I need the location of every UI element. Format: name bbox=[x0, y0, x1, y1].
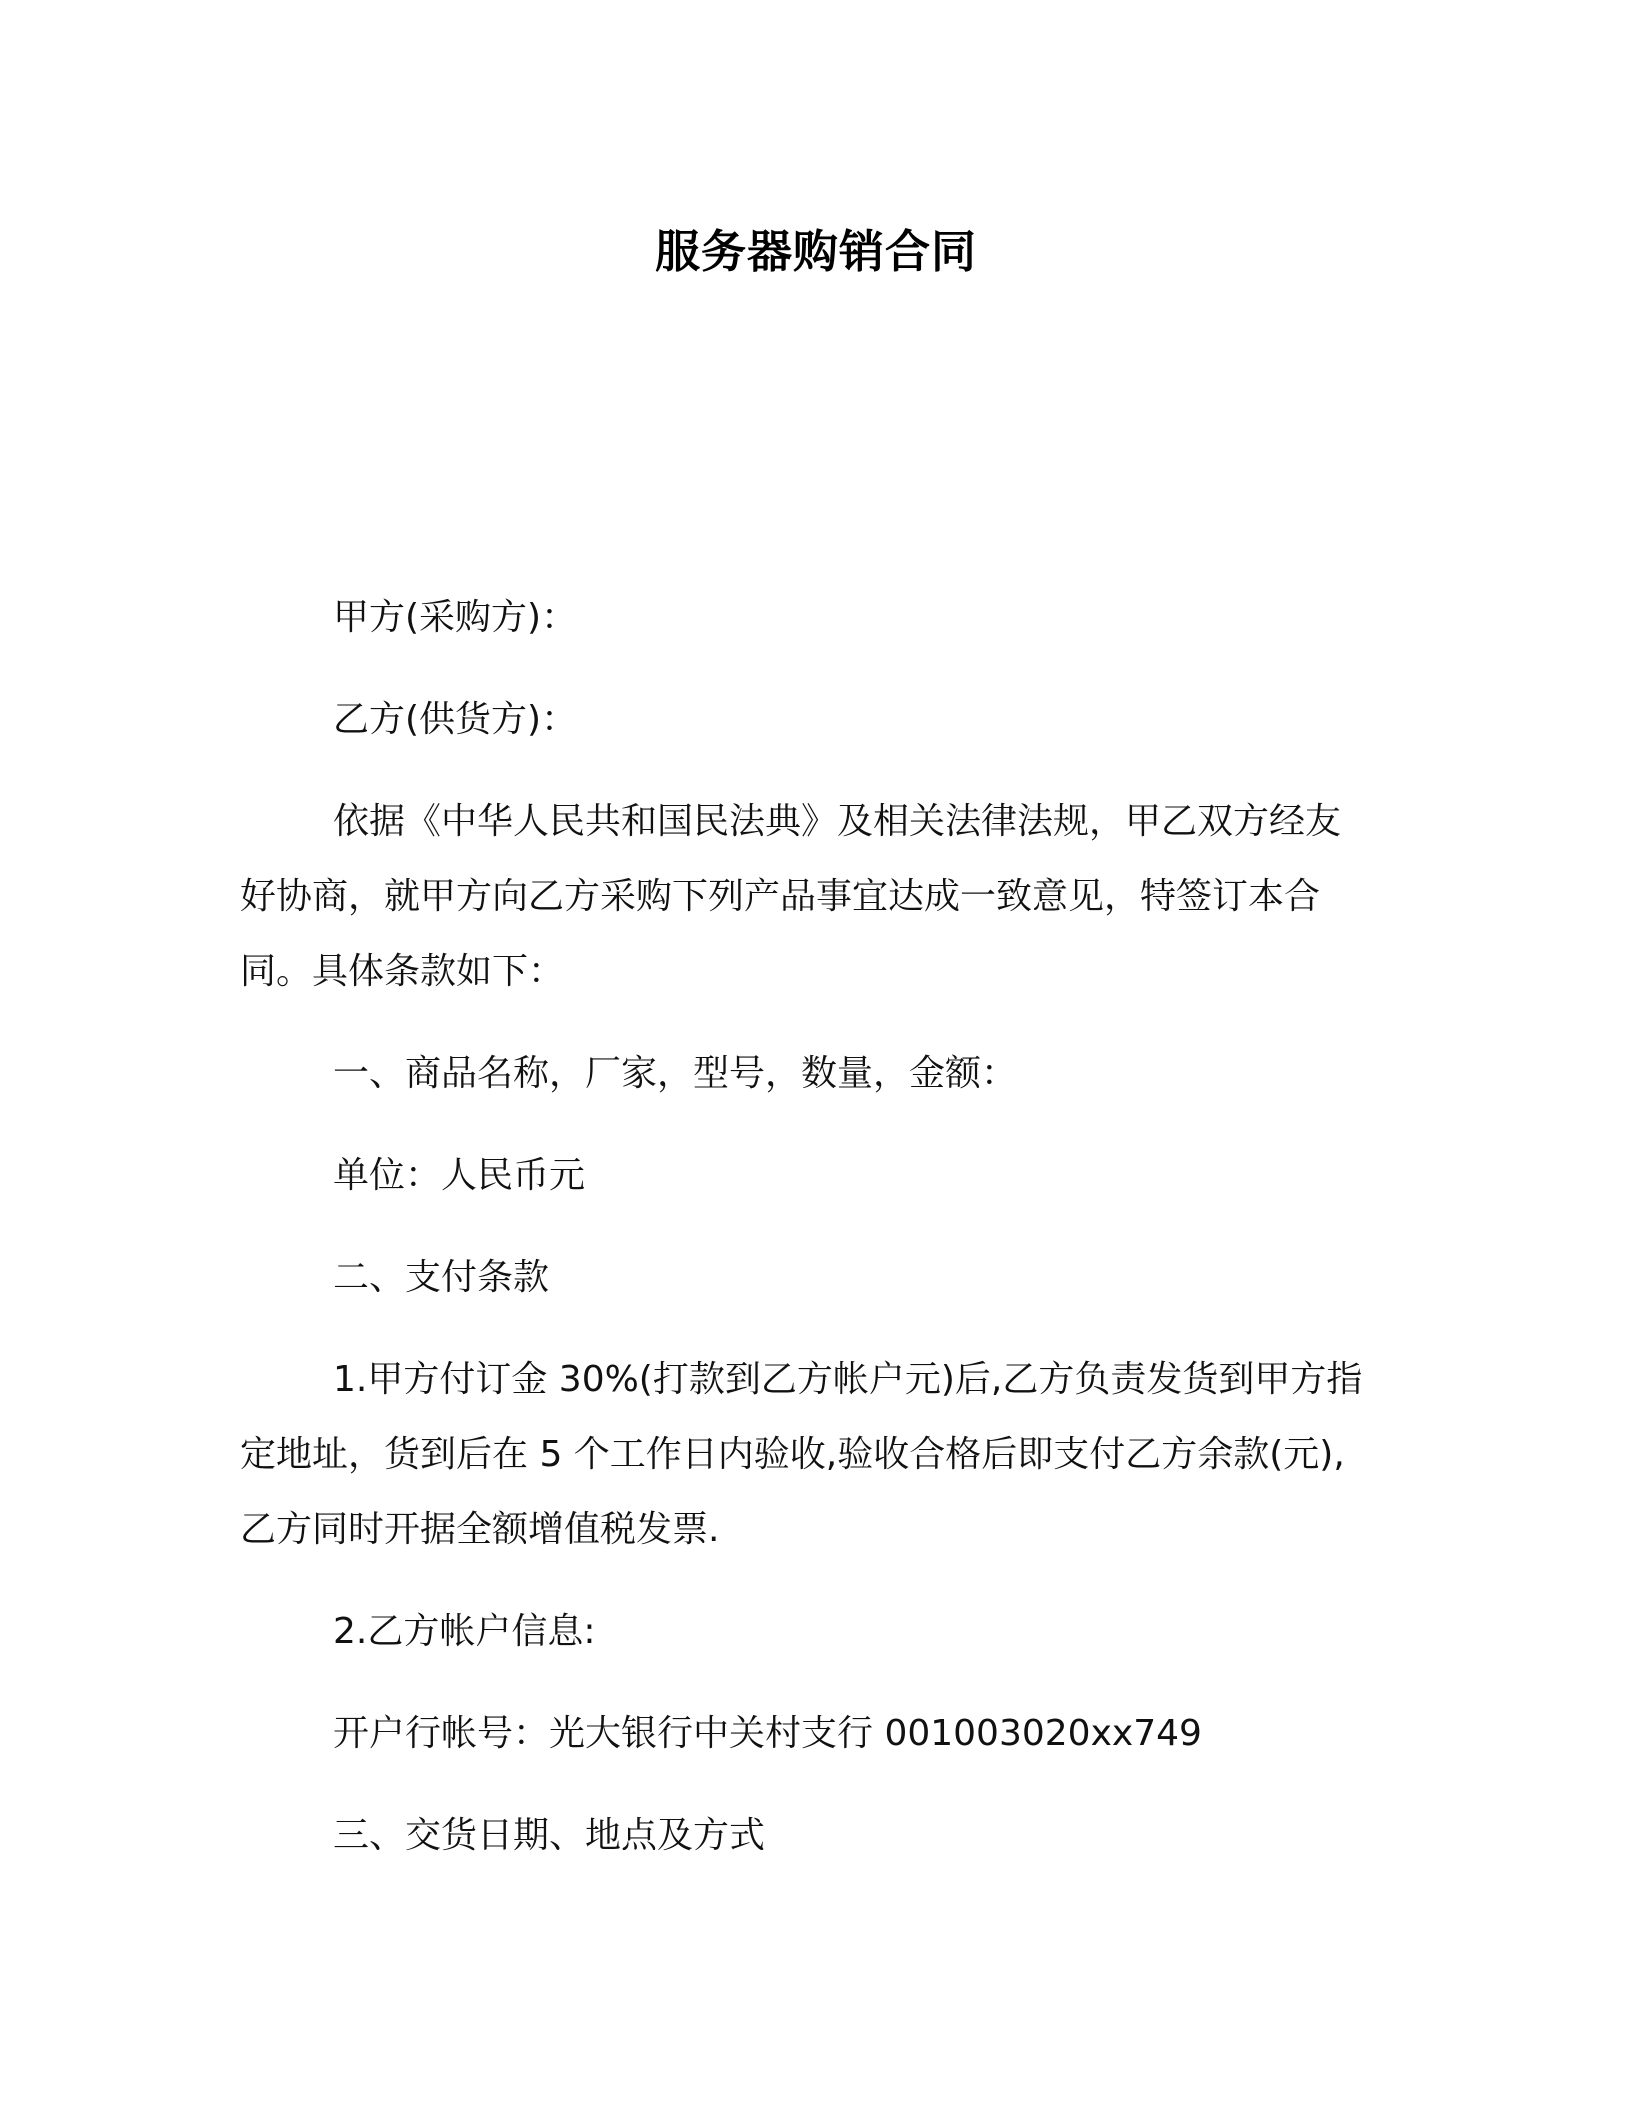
preamble-line-1: 依据《中华人民共和国民法典》及相关法律法规，甲乙双方经友 bbox=[333, 801, 1342, 842]
preamble-line-2: 好协商，就甲方向乙方采购下列产品事宜达成一致意见，特签订本合 bbox=[240, 876, 1321, 917]
section-2-heading: 二、支付条款 bbox=[333, 1257, 550, 1298]
section-1-heading: 一、商品名称，厂家，型号，数量，金额： bbox=[333, 1053, 1018, 1094]
section-3-heading: 三、交货日期、地点及方式 bbox=[333, 1815, 766, 1856]
bank-account-line: 开户行帐号：光大银行中关村支行 001003020xx749 bbox=[333, 1713, 1202, 1754]
account-info-heading: 2.乙方帐户信息: bbox=[333, 1611, 596, 1652]
payment-clause-line-1: 1.甲方付订金 30%(打款到乙方帐户元)后,乙方负责发货到甲方指 bbox=[333, 1359, 1363, 1400]
party-a-line: 甲方(采购方)： bbox=[333, 597, 578, 638]
preamble-line-3: 同。具体条款如下： bbox=[240, 951, 565, 992]
payment-clause-line-2: 定地址，货到后在 5 个工作日内验收,验收合格后即支付乙方余款(元), bbox=[240, 1434, 1345, 1475]
party-b-line: 乙方(供货方)： bbox=[333, 699, 578, 740]
document-title: 服务器购销合同 bbox=[654, 225, 977, 278]
payment-clause-line-3: 乙方同时开据全额增值税发票. bbox=[240, 1509, 720, 1550]
unit-line: 单位：人民币元 bbox=[333, 1155, 586, 1196]
